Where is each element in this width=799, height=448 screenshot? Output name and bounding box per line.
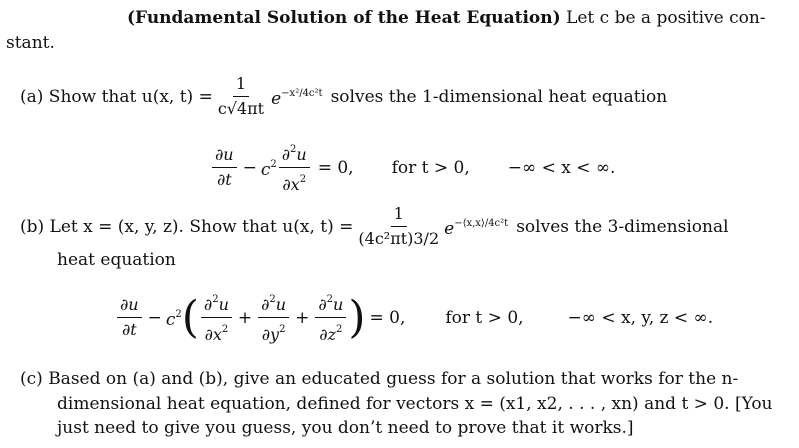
part-a-tail: solves the 1-dimensional heat equation bbox=[330, 86, 668, 107]
part-b-exponent: −⟨x,x⟩/4c²t bbox=[454, 218, 509, 229]
problem-intro-continued: stant. bbox=[6, 33, 55, 53]
d2udy2-frac-3d: $\frac{\partial^2u}{\partial y^2}$ bbox=[258, 290, 289, 345]
part-a-range: −∞ < x < ∞. bbox=[507, 157, 616, 178]
d2udz2-frac-3d: $\frac{\partial^2u}{\partial z^2}$ bbox=[315, 290, 346, 345]
part-a-statement: (a) Show that u(x, t) = $\frac{1}{c√4\pi t}$ $e^{-x^2/4c^2t}$ solves the 1-dimensional heat equation bbox=[20, 74, 668, 118]
part-c-line1: (c) Based on (a) and (b), give an educated guess for a solution that works for the n- bbox=[20, 369, 739, 389]
part-b-fraction bbox=[355, 204, 442, 249]
part-b-condition: for t > 0, bbox=[445, 307, 524, 328]
problem-header bbox=[127, 8, 766, 28]
part-a-label: (a) Show that u(x, t) = bbox=[20, 86, 213, 107]
part-b-line2: heat equation bbox=[57, 250, 176, 270]
part-c-line2: dimensional heat equation, defined for vectors x = (x1, x2, . . . , xn) and t > 0. [You bbox=[57, 394, 773, 414]
d2udx2-frac-3d: $\frac{\partial^2u}{\partial x^2}$ bbox=[201, 290, 232, 345]
part-b-range: −∞ < x, y, z < ∞. bbox=[567, 307, 714, 328]
part-b-frac-num: 1 bbox=[391, 204, 407, 227]
part-a-condition: for t > 0, bbox=[391, 157, 470, 178]
dudt-fraction-3d: $\frac{\partial u}{\partial t}$ bbox=[117, 295, 142, 340]
part-a-frac-num: 1 bbox=[233, 74, 249, 97]
d2udx2-fraction: $\frac{\partial^2u}{\partial x^2}$ bbox=[279, 140, 310, 195]
dudt-fraction: $\frac{\partial u}{\partial t}$ bbox=[212, 145, 237, 190]
part-a-fraction bbox=[215, 74, 267, 119]
problem-intro: Let c be a positive con- bbox=[566, 8, 766, 28]
part-a-frac-den: c√4πt bbox=[217, 99, 265, 118]
part-a-equation: $\frac{\partial u}{\partial t}$ − $c^2$ $\frac{\partial^2u}{\partial x^2}$ = 0, for t > 0, −∞ < x < ∞. bbox=[210, 140, 615, 195]
part-b-equation: $\frac{\partial u}{\partial t}$ − $c^2$ ( $\frac{\partial^2u}{\partial x^2}$ + $\frac{\partial^2u}{\partial y^2}$ + $\frac{\partial^2u}{\partial z^2}$ ) = 0, for t > 0, −∞ < x, y, z < ∞. bbox=[115, 290, 713, 345]
part-b-statement: (b) Let x = (x, y, z). Show that u(x, t) = $\frac{1}{\text{(4c²πt)3/2}}$ $e^{-⟨x,x⟩/4c^2t}$ solves the 3-dimensional bbox=[20, 204, 729, 248]
part-a-exponent: −x²/4c²t bbox=[281, 88, 323, 99]
part-b-label: (b) Let x = (x, y, z). Show that u(x, t) = bbox=[20, 216, 354, 237]
part-b-frac-den: (4c²πt)3/2 bbox=[358, 229, 440, 248]
part-b-tail: solves the 3-dimensional bbox=[516, 216, 729, 237]
problem-title: (Fundamental Solution of the Heat Equation) bbox=[127, 8, 561, 28]
part-c-line3: just need to give you guess, you don’t need to prove that it works.] bbox=[57, 418, 634, 438]
